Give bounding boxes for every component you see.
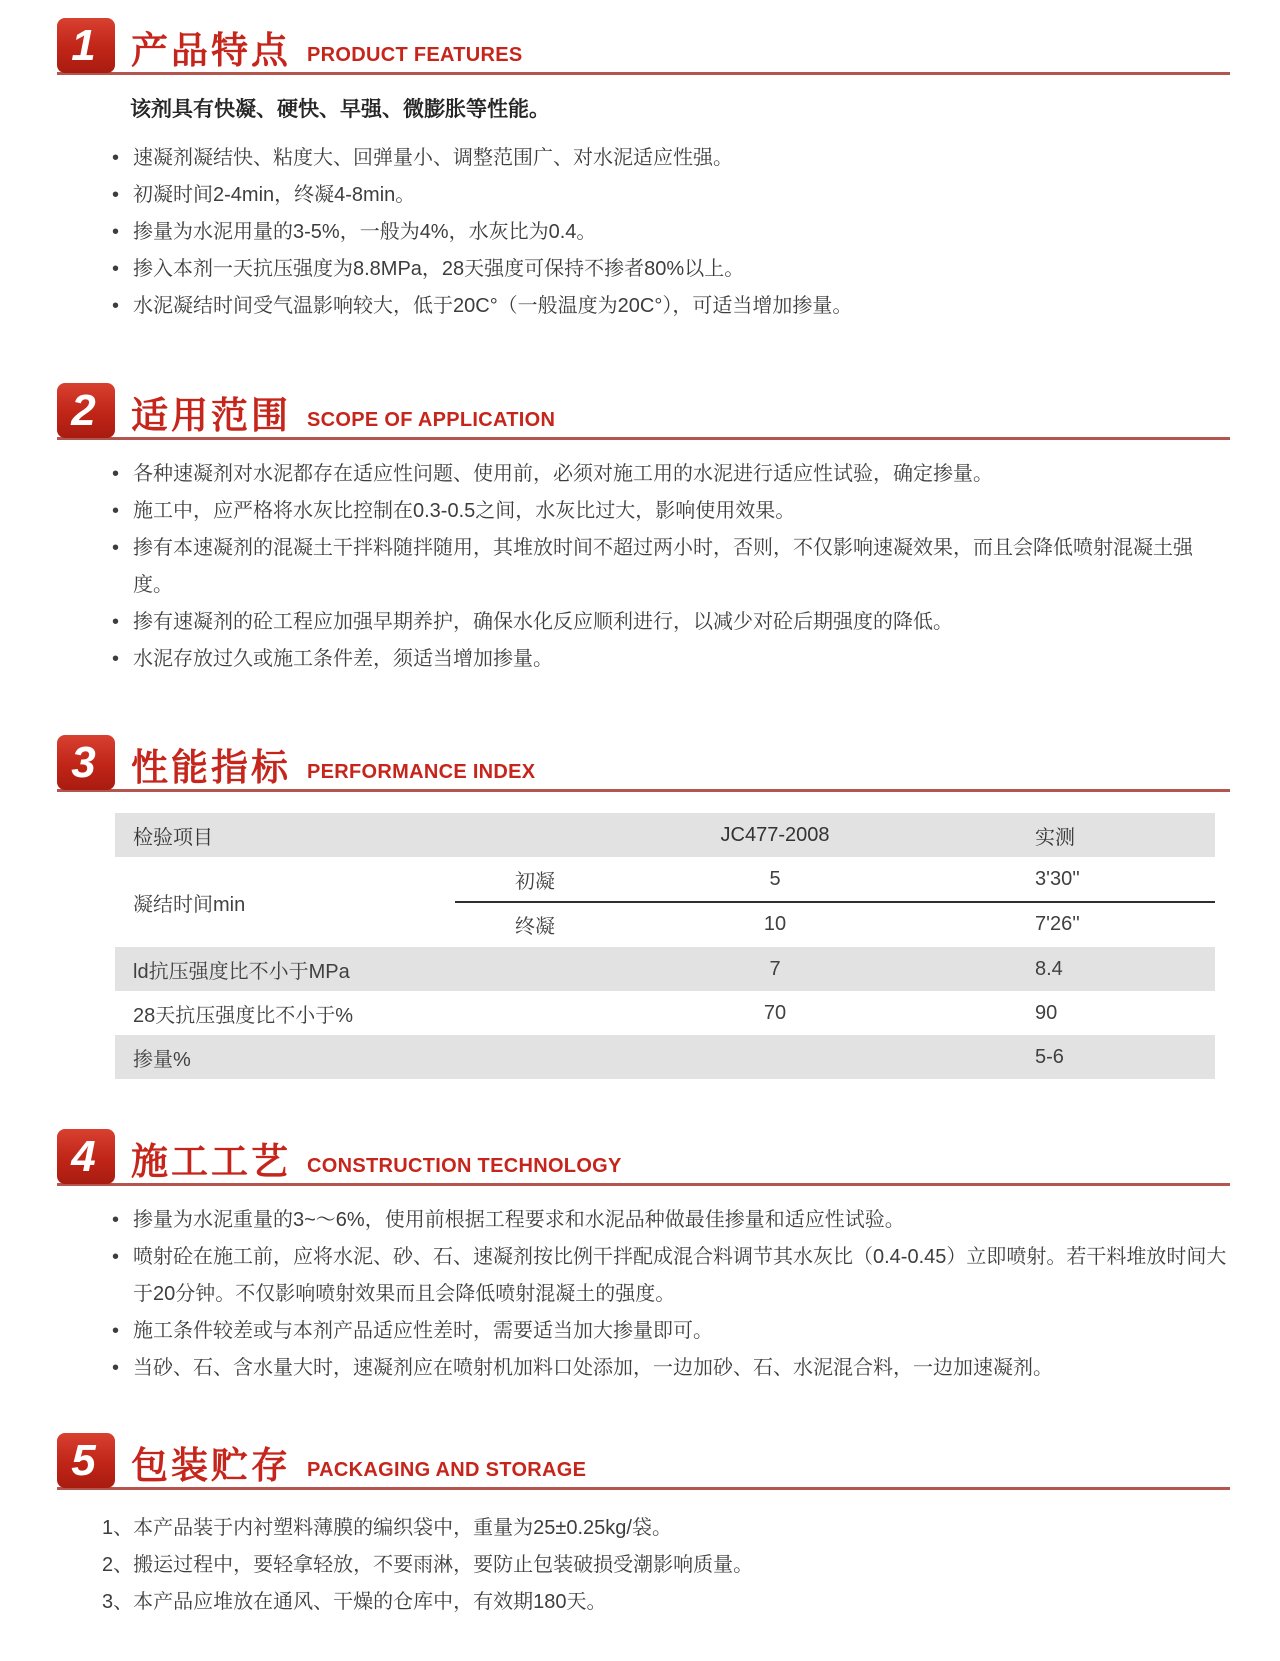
table-header-measured: 实测 (1035, 826, 1075, 849)
section-number-badge: 4 (57, 1129, 115, 1184)
section-title-en: PACKAGING AND STORAGE (307, 1459, 587, 1481)
section-title-en: SCOPE OF APPLICATION (307, 409, 556, 431)
table-header-row (115, 813, 1215, 857)
section-title-cn: 产品特点 (131, 30, 291, 72)
bullet-item: • 施工条件较差或与本剂产品适应性差时，需要适当加大掺量即可。 (110, 1313, 1230, 1350)
packaging-list (102, 1510, 1230, 1621)
section-title-cn: 适用范围 (131, 395, 291, 437)
section-title-cn: 包装贮存 (131, 1445, 291, 1487)
table-cell-sub: 初凝 (515, 871, 555, 893)
bullet-item: • 掺量为水泥用量的3-5%，一般为4%，水灰比为0.4。 (110, 214, 1230, 251)
table-cell-standard: 7 (769, 957, 781, 980)
section-number-badge: 3 (57, 735, 115, 790)
bullet-item: • 喷射砼在施工前，应将水泥、砂、石、速凝剂按比例干拌配成混合料调节其水灰比（0.4-0.45）立即喷射。若干料堆放时间大于20分钟。不仅影响喷射效果而且会降低喷射混凝土的强度。 (110, 1239, 1230, 1313)
numbered-item: 2、搬运过程中，要轻拿轻放，不要雨淋，要防止包装破损受潮影响质量。 (102, 1554, 754, 1576)
section-title-cn: 性能指标 (131, 747, 291, 789)
section-title-en: PRODUCT FEATURES (307, 44, 523, 66)
section-number-badge: 5 (57, 1433, 115, 1488)
table-cell-measured: 8.4 (1035, 957, 1063, 980)
bullet-item: • 水泥存放过久或施工条件差，须适当增加掺量。 (110, 641, 1230, 678)
table-row (115, 991, 1215, 1035)
table-cell-measured: 5-6 (1035, 1045, 1064, 1068)
numbered-item: 1、本产品装于内衬塑料薄膜的编织袋中，重量为25±0.25kg/袋。 (102, 1517, 672, 1539)
bullet-item: • 速凝剂凝结快、粘度大、回弹量小、调整范围广、对水泥适应性强。 (110, 140, 1230, 177)
features-bullet-list (110, 140, 1230, 325)
section-performance-index (57, 735, 1230, 1079)
bullet-item: • 各种速凝剂对水泥都存在适应性问题、使用前，必须对施工用的水泥进行适应性试验，确定掺量。 (110, 456, 1230, 493)
table-cell-standard: 10 (763, 913, 787, 935)
table-cell-item: ld抗压强度比不小于MPa (133, 960, 350, 983)
table-cell-item: 28天抗压强度比不小于% (133, 1004, 354, 1027)
scope-bullet-list (110, 456, 1230, 678)
section-header (57, 18, 1230, 75)
section-packaging-storage (57, 1433, 1230, 1621)
bullet-item: • 水泥凝结时间受气温影响较大，低于20C°（一般温度为20C°），可适当增加掺量。 (110, 288, 1230, 325)
table-cell-measured: 3'30'' (1035, 868, 1080, 890)
bullet-item: • 掺量为水泥重量的3~～6%，使用前根据工程要求和水泥品种做最佳掺量和适应性试验。 (110, 1202, 1230, 1239)
numbered-item: 3、本产品应堆放在通风、干燥的仓库中，有效期180天。 (102, 1591, 607, 1613)
table-header-standard: JC477-2008 (720, 823, 830, 846)
section-header (57, 383, 1230, 440)
table-sub-divider (455, 901, 1215, 903)
bullet-item: • 掺入本剂一天抗压强度为8.8MPa，28天强度可保持不掺者80%以上。 (110, 251, 1230, 288)
bullet-item: • 施工中，应严格将水灰比控制在0.3-0.5之间，水灰比过大，影响使用效果。 (110, 493, 1230, 530)
bullet-item: • 初凝时间2-4min，终凝4-8min。 (110, 177, 1230, 214)
table-group-setting-time (115, 857, 1215, 947)
table-cell-measured: 7'26'' (1035, 913, 1080, 935)
bullet-item: • 当砂、石、含水量大时，速凝剂应在喷射机加料口处添加，一边加砂、石、水泥混合料，一边加速凝剂。 (110, 1350, 1230, 1387)
section-title-en: PERFORMANCE INDEX (307, 761, 536, 783)
section-number-badge: 2 (57, 383, 115, 438)
section-construction-technology (57, 1129, 1230, 1387)
section-number-badge: 1 (57, 18, 115, 73)
section-header (57, 1129, 1230, 1186)
table-row (115, 947, 1215, 991)
table-cell-group-label: 凝结时间min (133, 893, 246, 916)
section-title-en: CONSTRUCTION TECHNOLOGY (307, 1155, 622, 1177)
table-cell-sub: 终凝 (515, 916, 555, 938)
section-header (57, 735, 1230, 792)
bullet-item: • 掺有本速凝剂的混凝土干拌料随拌随用，其堆放时间不超过两小时，否则，不仅影响速凝效果，而且会降低喷射混凝土强度。 (110, 530, 1230, 604)
section-scope-of-application (57, 383, 1230, 678)
section-product-features (57, 18, 1230, 325)
table-row (115, 1035, 1215, 1079)
construction-bullet-list (110, 1202, 1230, 1387)
table-header-item: 检验项目 (133, 826, 213, 849)
section-title-cn: 施工工艺 (131, 1141, 291, 1183)
table-cell-measured: 90 (1035, 1001, 1058, 1024)
section-header (57, 1433, 1230, 1490)
performance-table (115, 813, 1215, 1079)
features-intro: 该剂具有快凝、硬快、早强、微膨胀等性能。 (130, 98, 550, 121)
table-cell-item: 掺量% (133, 1048, 191, 1071)
table-cell-standard: 5 (769, 868, 781, 890)
table-cell-standard: 70 (763, 1001, 787, 1024)
bullet-item: • 掺有速凝剂的砼工程应加强早期养护，确保水化反应顺利进行，以减少对砼后期强度的降低。 (110, 604, 1230, 641)
